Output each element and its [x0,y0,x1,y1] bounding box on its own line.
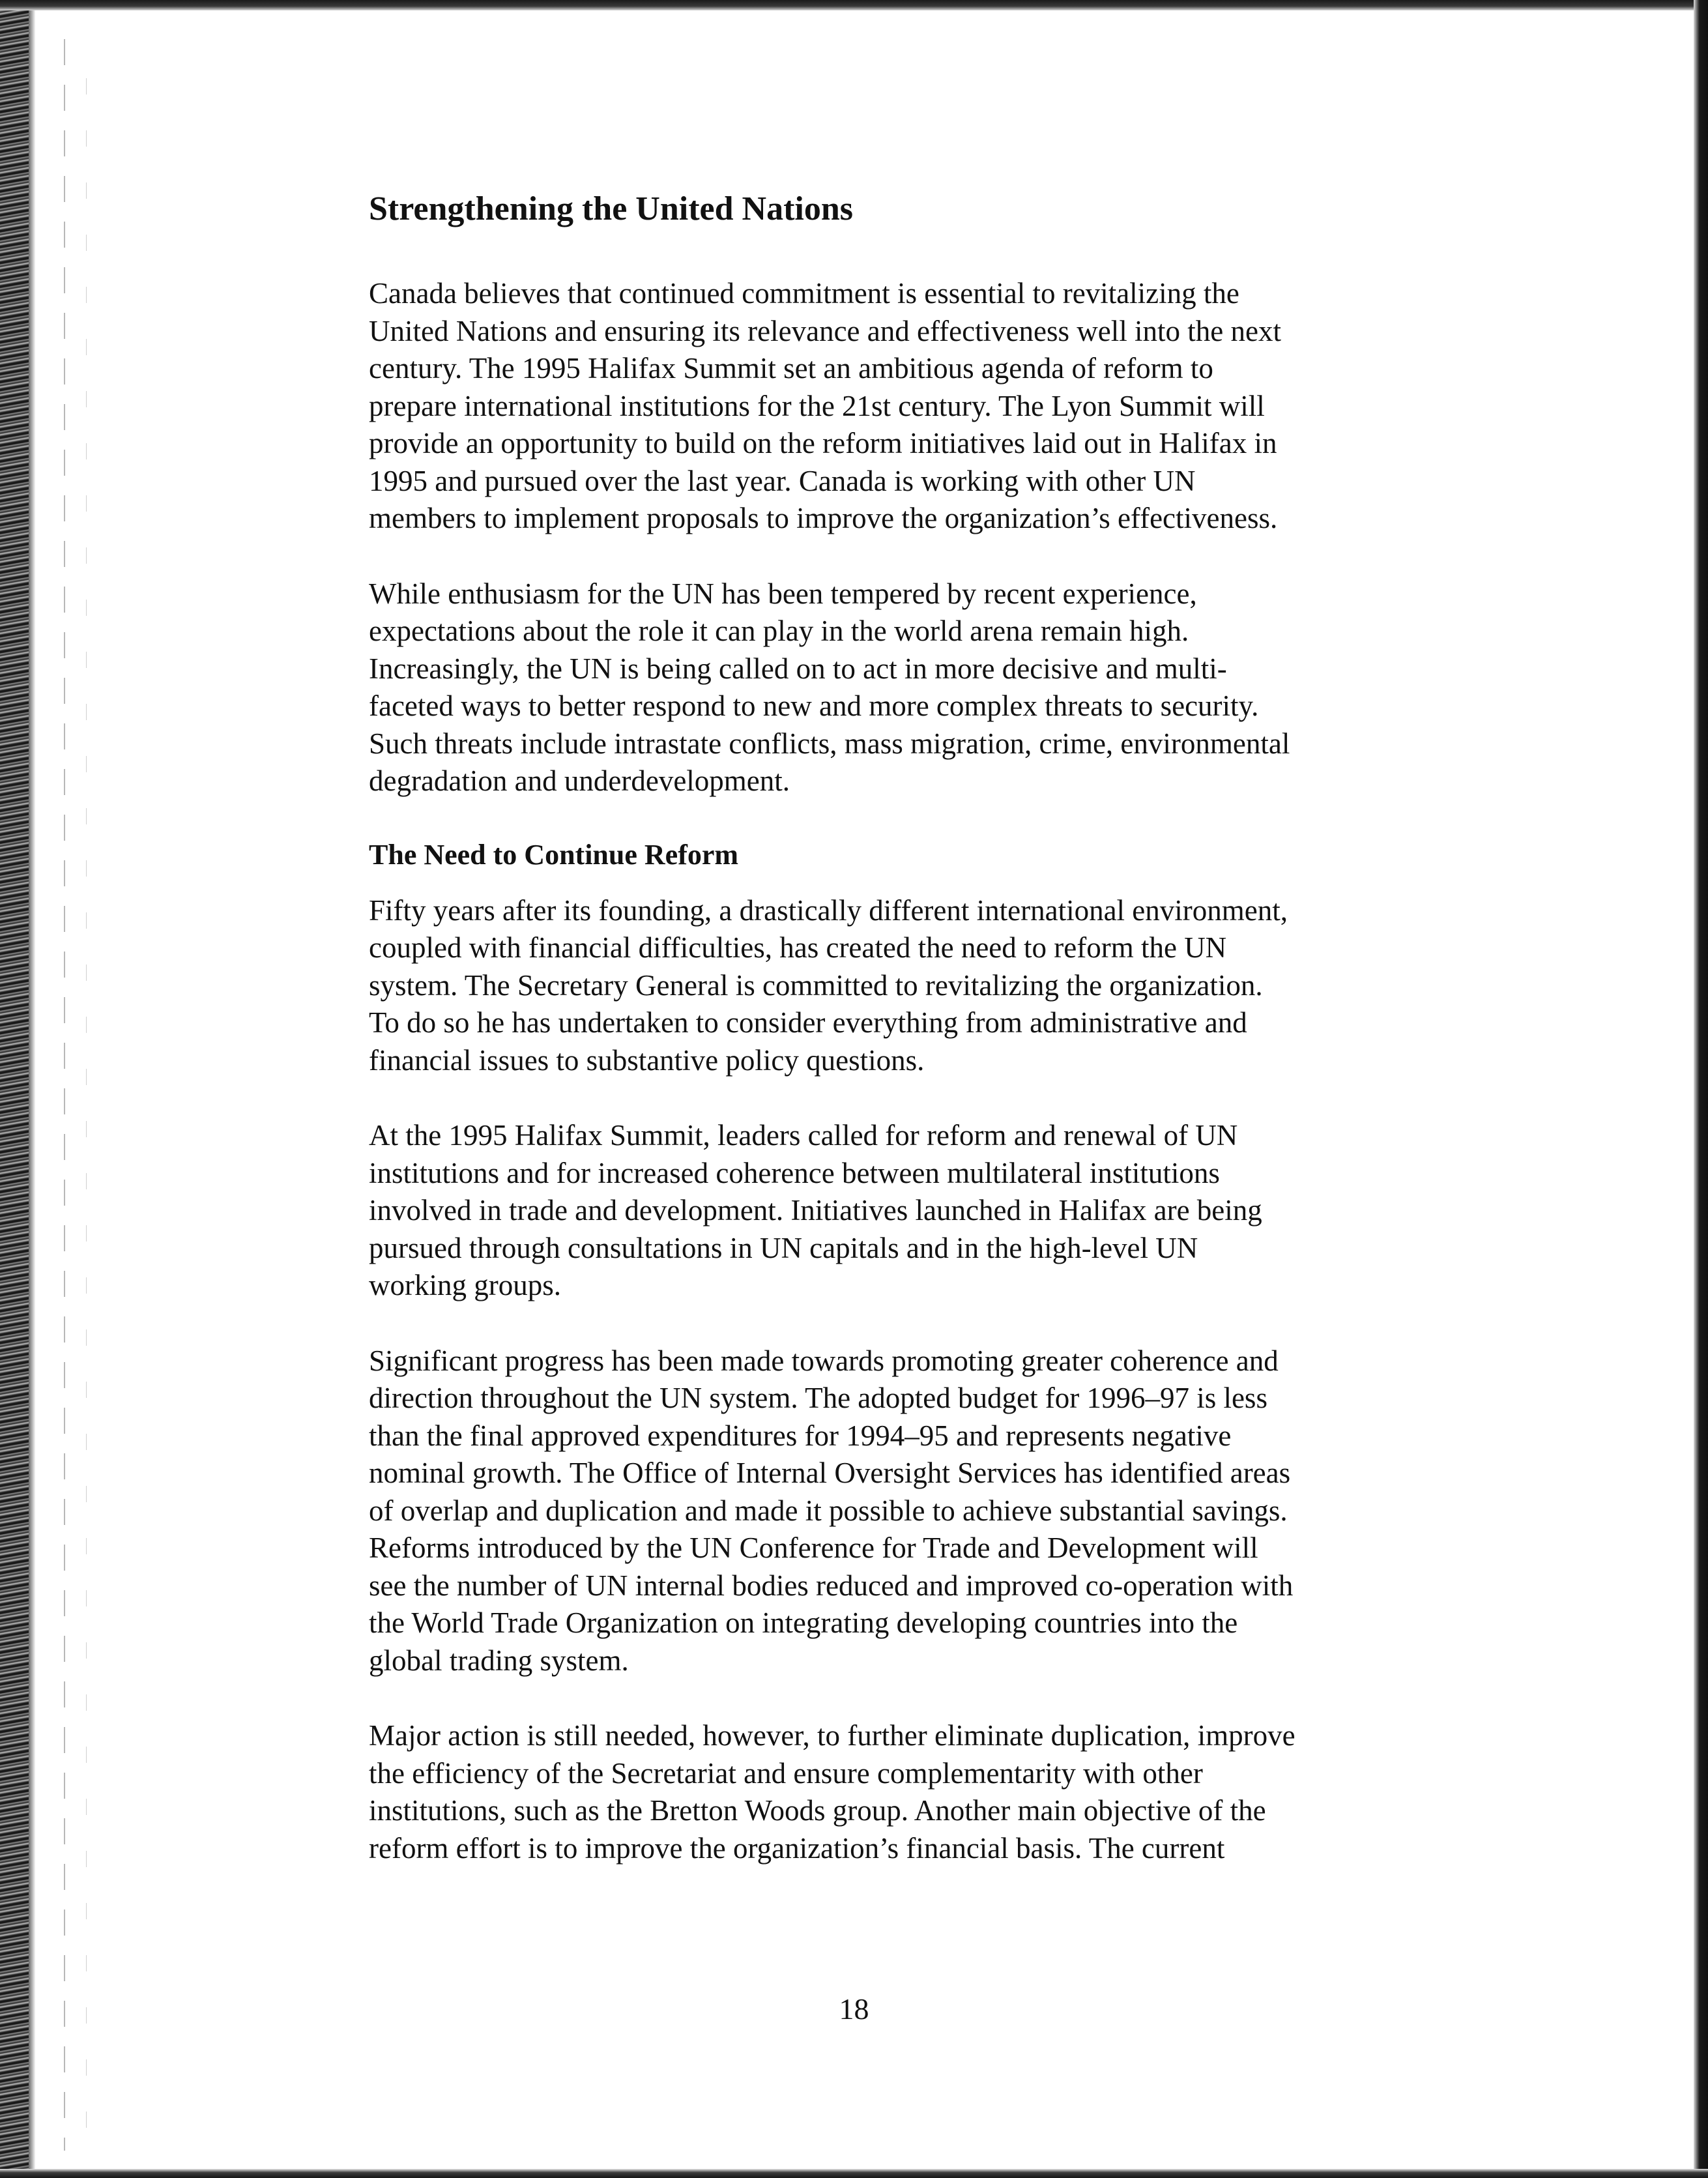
page-number: 18 [839,1992,869,2026]
paragraph: Significant progress has been made towards promoting greater coherence and direction throughout the UN system. The adopted budget for 1996–97 is less than the final approved expenditures for 1994–95 and represents negative nominal growth. The Office of Internal Oversight Services has identified areas of overlap and duplication and made it possible to achieve substantial savings. Reforms introduced by the UN Conference for Trade and Development will see the number of UN internal bodies reduced and improved co-operation with the World Trade Organization on integrating developing countries into the global trading system. [369,1344,1294,1677]
scan-border-bottom [0,2169,1708,2178]
subsection-heading: The Need to Continue Reform [369,838,739,871]
scan-shadow-left [29,0,35,2178]
paragraph: While enthusiasm for the UN has been tempered by recent experience, expectations about the role it can play in the world arena remain high. Increasingly, the UN is being called on to act in more decisive and multi- faceted ways to better respond to new and more complex threats to security. Such threats include intrastate conflicts, mass migration, crime, environmental degradation and underdevelopment. [369,577,1290,798]
scan-line-artifact [64,39,65,2151]
paragraph: At the 1995 Halifax Summit, leaders called for reform and renewal of UN institutions and for increased coherence between multilateral institutions involved in trade and development. Initiatives launched in Halifax are being pursued through consultations in UN capitals and in the high-level UN working groups. [369,1119,1262,1302]
scan-border-right [1694,0,1708,2178]
document-page [369,189,1470,1905]
scan-border-top [0,0,1708,10]
paragraph: Major action is still needed, however, to further eliminate duplication, improve the efficiency of the Secretariat and ensure complementarity with other institutions, such as the Bretton Woods group. Another main objective of the reform effort is to improve the organization’s financial basis. The current [369,1719,1295,1865]
section-title: Strengthening the United Nations [369,190,854,227]
paragraph: Fifty years after its founding, a drastically different international environment, coupled with financial difficulties, has created the need to reform the UN system. The Secretary General is committed to revitalizing the organization. To do so he has undertaken to consider everything from administrative and financial issues to substantive policy questions. [369,893,1288,1077]
scan-border-left [0,0,29,2178]
paragraph: Canada believes that continued commitment is essential to revitalizing the United Nations and ensuring its relevance and effectiveness well into the next century. The 1995 Halifax Summit set an ambitious agenda of reform to prepare international institutions for the 21st century. The Lyon Summit will provide an opportunity to build on the reform initiatives laid out in Halifax in 1995 and pursued over the last year. Canada is working with other UN members to implement proposals to improve the organization’s effectiveness. [369,277,1281,535]
scan-line-artifact [86,78,87,2138]
